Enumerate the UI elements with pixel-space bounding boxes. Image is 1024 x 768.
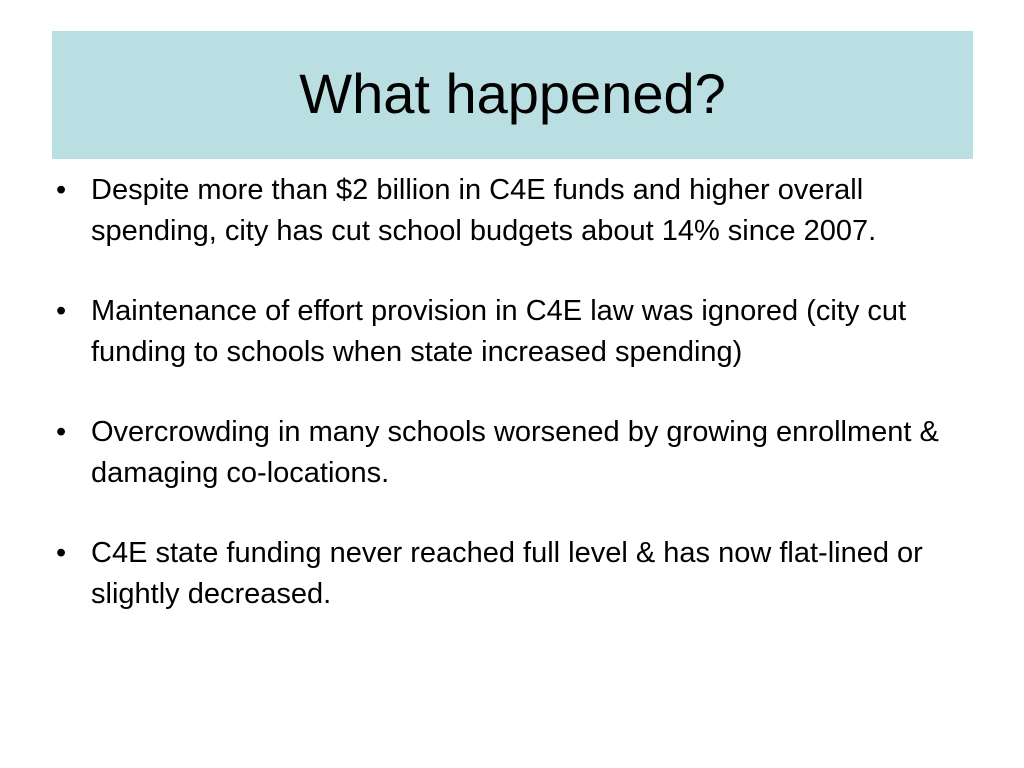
bullet-icon: • (56, 537, 67, 569)
bullet-icon: • (56, 416, 67, 448)
bullet-text: Maintenance of effort provision in C4E law was ignored (city cut funding to schools when state increased spending) (91, 295, 907, 368)
bullet-list (56, 170, 956, 614)
bullet-text: Overcrowding in many schools worsened by growing enrollment & damaging co-locations. (91, 416, 939, 489)
bullet-item (56, 533, 956, 614)
bullet-icon: • (56, 174, 67, 206)
bullet-item (56, 412, 956, 493)
bullet-text: Despite more than $2 billion in C4E funds and higher overall spending, city has cut school budgets about 14% since 2007. (91, 174, 877, 247)
title-bar (52, 31, 973, 159)
bullet-item (56, 170, 956, 251)
bullet-item (56, 291, 956, 372)
slide-title: What happened? (299, 62, 726, 125)
bullet-icon: • (56, 295, 67, 327)
bullet-text: C4E state funding never reached full level & has now flat-lined or slightly decreased. (91, 537, 923, 610)
